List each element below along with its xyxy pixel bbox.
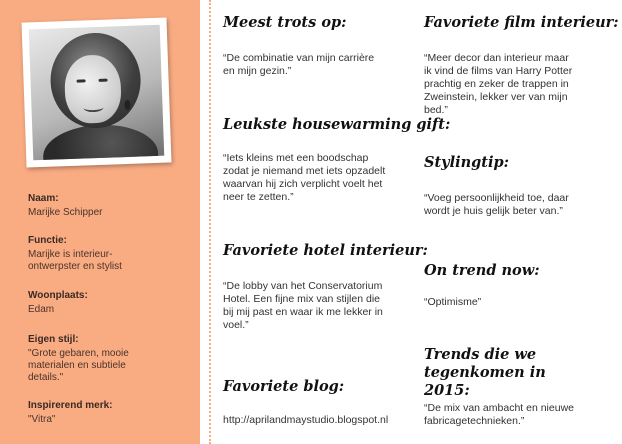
proudest-answer: “De combinatie van mijn carrière en mijn gezin.” — [223, 52, 375, 77]
blog-answer: http://aprilandmaystudio.blogspot.nl — [223, 414, 389, 426]
film-answer: “Meer decor dan interieur maar ik vind de films van Harry Potter prachtig en zeker de trappen in Zweinstein, lekker ver van mijn bed.” — [424, 52, 573, 116]
portrait-eye-right — [99, 79, 108, 82]
blog-heading: Favoriete blog: — [223, 378, 345, 395]
stylingtip-heading: Stylingtip: — [424, 154, 509, 171]
residence-label: Woonplaats: — [28, 290, 88, 301]
hotel-heading: Favoriete hotel interieur: — [223, 242, 428, 259]
housewarming-heading: Leukste housewarming gift: — [223, 116, 451, 133]
function-value: Marijke is interieur- ontwerpster en stylist — [28, 249, 122, 272]
name-value: Marijke Schipper — [28, 207, 103, 218]
film-heading: Favoriete film interieur: — [424, 14, 619, 31]
name-label: Naam: — [28, 193, 59, 204]
function-label: Functie: — [28, 235, 67, 246]
inspiring-brand-value: "Vitra" — [28, 414, 56, 425]
trends-heading: Trends die we tegenkomen in 2015: — [424, 346, 546, 399]
portrait-image — [29, 25, 164, 160]
stylingtip-answer: “Voeg persoonlijkheid toe, daar wordt je huis gelijk beter van.” — [424, 192, 569, 217]
portrait-face — [64, 54, 122, 124]
on-trend-heading: On trend now: — [424, 262, 540, 279]
residence-value: Edam — [28, 304, 55, 315]
dotted-divider — [209, 0, 211, 444]
proudest-heading: Meest trots op: — [223, 14, 347, 31]
on-trend-answer: “Optimisme” — [424, 296, 482, 308]
trends-answer: “De mix van ambacht en nieuwe fabricagetechnieken.” — [424, 402, 574, 427]
own-style-label: Eigen stijl: — [28, 334, 79, 345]
housewarming-answer: “Iets kleins met een boodschap zodat je niemand met iets opzadelt waarvan hij zich verplicht voelt het neer te zetten.” — [223, 152, 386, 203]
portrait-eye-left — [77, 79, 86, 82]
hotel-answer: “De lobby van het Conservatorium Hotel. Een fijne mix van stijlen die bij mij past en waar ik me lekker in voel.” — [223, 280, 383, 331]
portrait-earring — [124, 100, 130, 110]
inspiring-brand-label: Inspirerend merk: — [28, 400, 113, 411]
portrait-shoulders — [42, 123, 159, 160]
portrait-photo — [22, 18, 172, 168]
own-style-value: "Grote gebaren, mooie materialen en subtiele details." — [28, 348, 129, 383]
